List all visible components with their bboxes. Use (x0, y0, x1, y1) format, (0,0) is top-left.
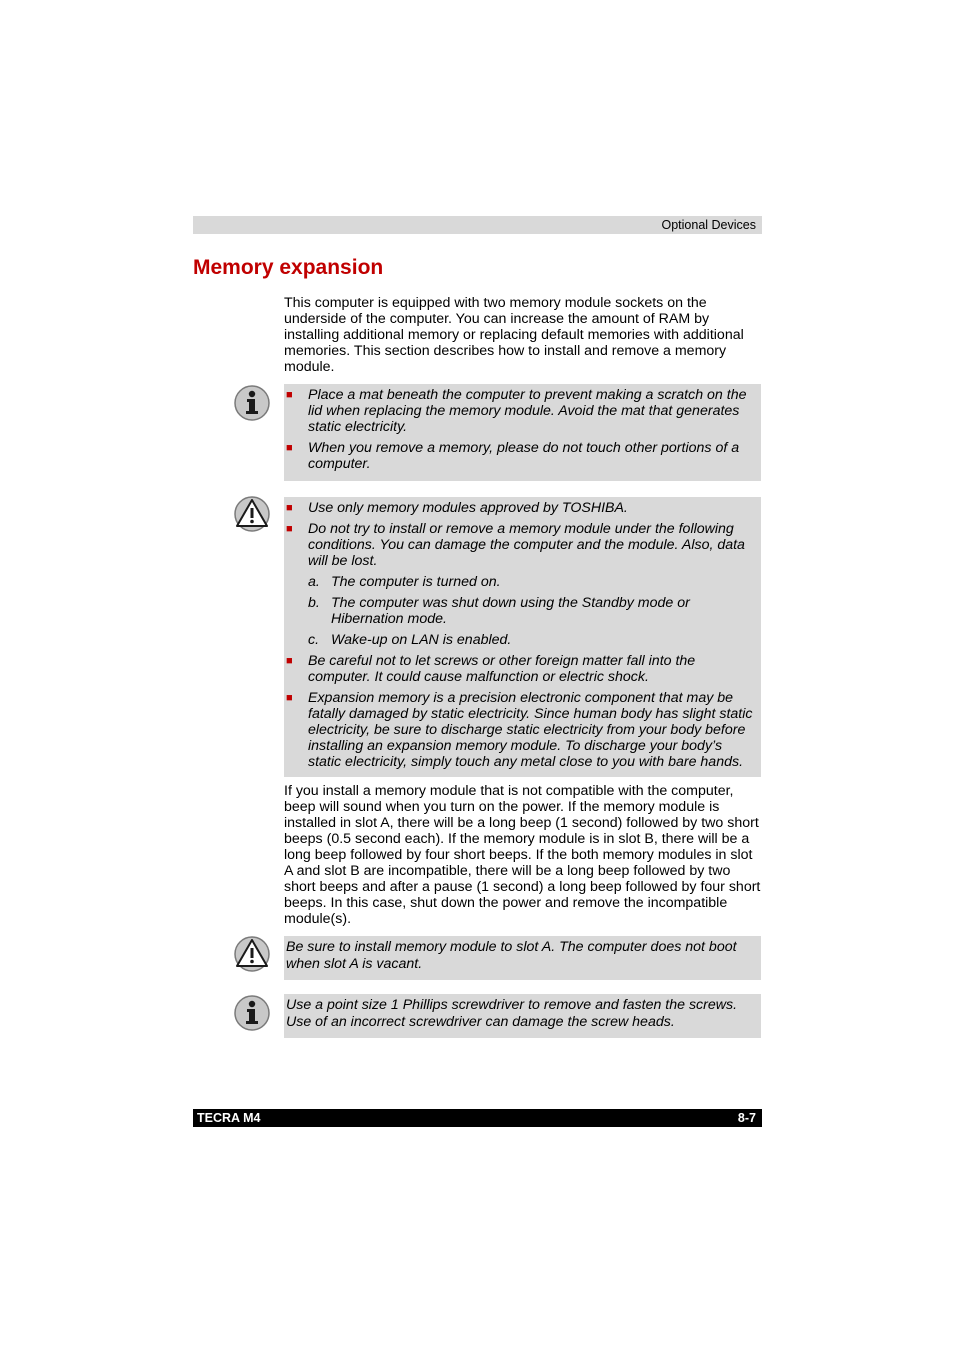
info-icon (233, 994, 271, 1032)
info-icon (233, 384, 271, 422)
caution-note-1 (284, 497, 761, 777)
note-text: Be sure to install memory module to slot A. The computer does not boot when slot A is vacant. (286, 939, 737, 972)
bullet-marker: ■ (286, 502, 293, 514)
bullet-marker: ■ (286, 655, 293, 667)
bullet-marker: ■ (286, 523, 293, 535)
page-footer (193, 1109, 762, 1127)
info-note-1 (284, 384, 761, 481)
sub-item-text: Wake-up on LAN is enabled. (331, 632, 512, 648)
page-number: 8-7 (737, 1111, 756, 1125)
sub-item-label: c. (308, 632, 320, 648)
note-item: Be careful not to let screws or other foreign matter fall into the computer. It could cause malfunction or electric shock. (308, 653, 696, 685)
bullet-marker: ■ (286, 389, 293, 401)
note-item: Place a mat beneath the computer to prevent making a scratch on the lid when replacing the memory module. Avoid the mat that generates static electricity. (308, 387, 747, 435)
note-item: Expansion memory is a precision electronic component that may be fatally damaged by static electricity. Since human body has slight static electricity, be sure to discharge static electricity from your body before installing an expansion memory module. To discharge your body’s static electricity, simply touch any metal close to you with bare hands. (308, 690, 753, 770)
body-paragraph: If you install a memory module that is not compatible with the computer, beep will sound when you turn on the power. If the memory module is installed in slot A, there will be a long beep (1 second) followed by two short beeps (0.5 second each). If the memory module is in slot B, there will be a long beep followed by four short beeps. If the both memory modules in slot A and slot B are incompatible, there will be a long beep followed by two short beeps and after a pause (1 second) a long beep followed by four short beeps. In this case, shut down the power and remove the incompatible module(s). (284, 783, 761, 927)
note-item: Use only memory modules approved by TOSHIBA. (308, 500, 628, 516)
sub-item-text: The computer was shut down using the Standby mode or Hibernation mode. (331, 595, 690, 627)
caution-note-2 (284, 936, 761, 980)
bullet-marker: ■ (286, 442, 293, 454)
section-name: Optional Devices (661, 218, 756, 232)
model-name: TECRA M4 (197, 1111, 261, 1125)
note-item: When you remove a memory, please do not touch other portions of a computer. (308, 440, 740, 472)
page-title: Memory expansion (193, 256, 384, 279)
note-text: Use a point size 1 Phillips screwdriver to remove and fasten the screws. Use of an incorrect screwdriver can damage the screw heads. (286, 997, 738, 1030)
info-note-2 (284, 994, 761, 1038)
caution-icon (233, 495, 271, 533)
running-header (193, 216, 762, 234)
bullet-marker: ■ (286, 692, 293, 704)
note-item: Do not try to install or remove a memory module under the following conditions. You can damage the computer and the module. Also, data will be lost. (308, 521, 745, 569)
sub-item-label: b. (308, 595, 320, 611)
intro-paragraph: This computer is equipped with two memory module sockets on the underside of the computer. You can increase the amount of RAM by installing additional memory or replacing default memories with additional memories. This section describes how to install and remove a memory module. (284, 295, 744, 375)
caution-icon (233, 935, 271, 973)
sub-item-label: a. (308, 574, 320, 590)
sub-item-text: The computer is turned on. (331, 574, 501, 590)
